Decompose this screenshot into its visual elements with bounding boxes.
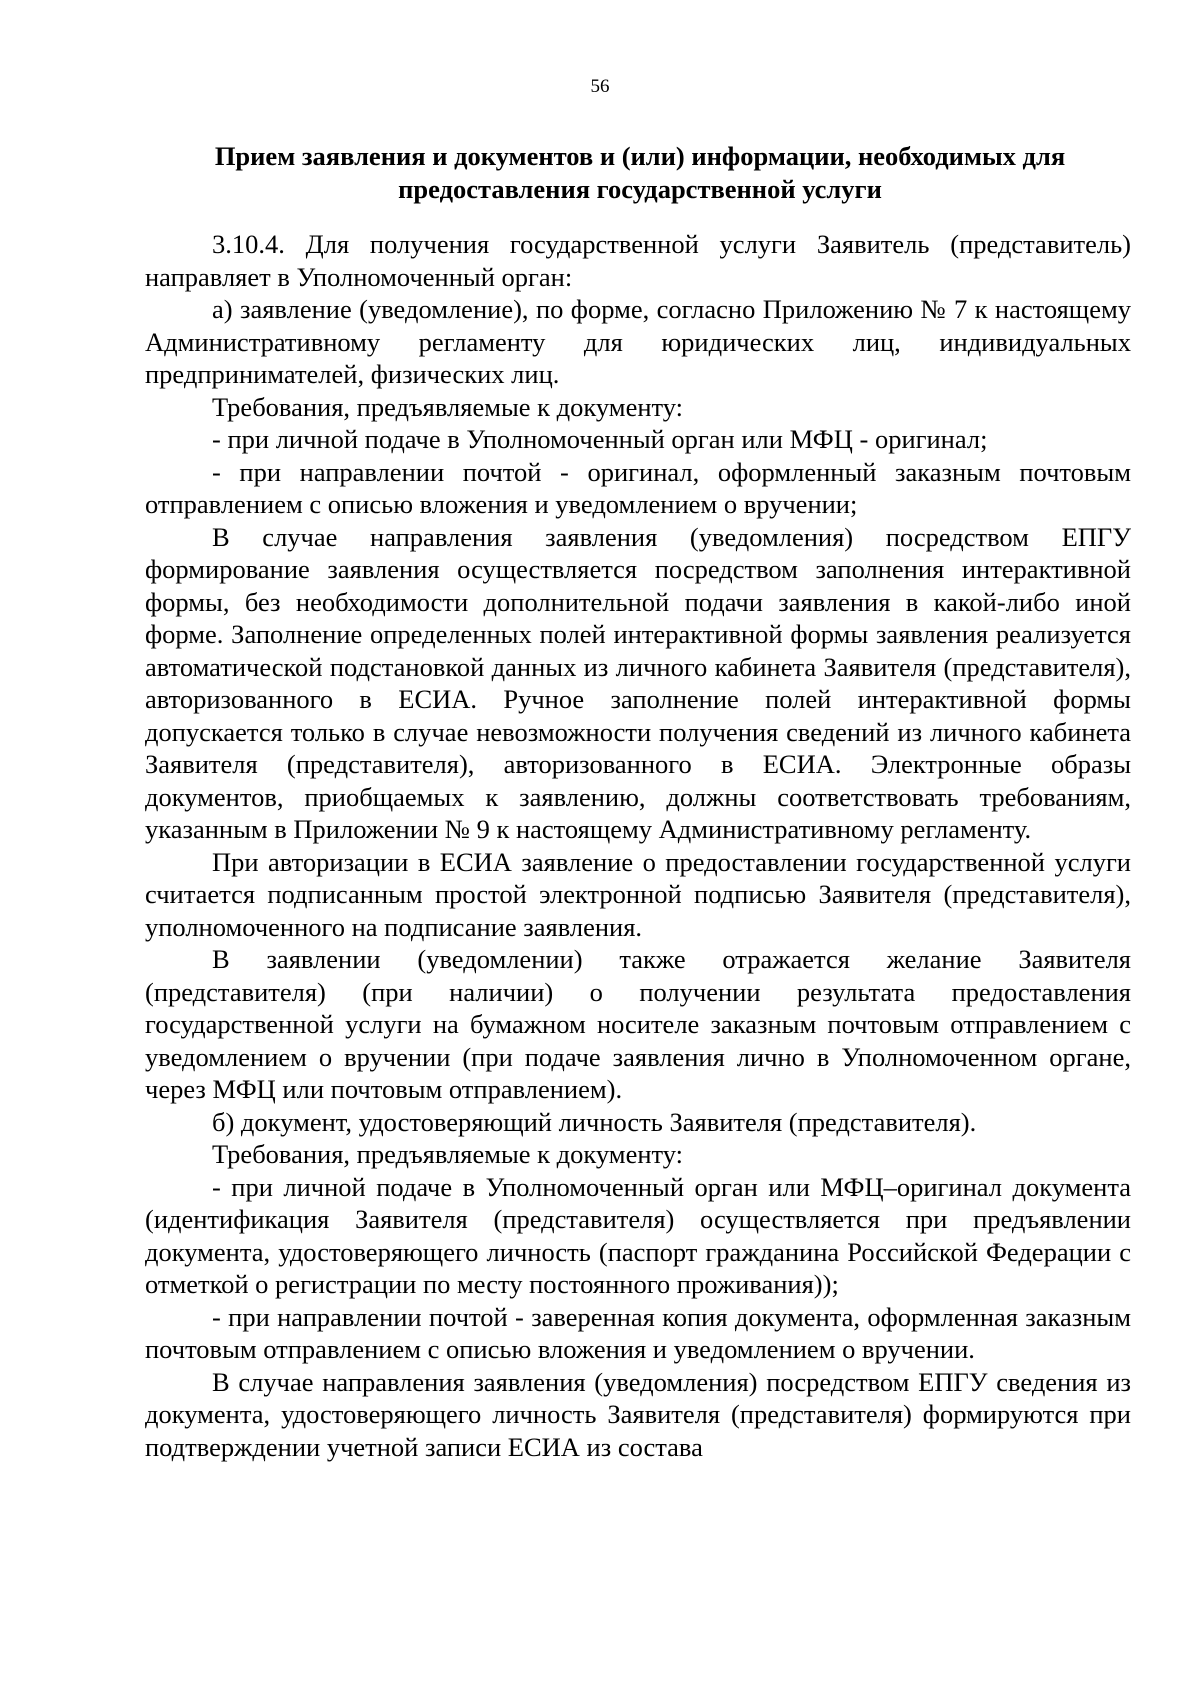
paragraph-postal-submission-1: - при направлении почтой - оригинал, оформленный заказным почтовым отправлением с описью вложения и уведомлением о вручении; [145, 456, 1131, 519]
paragraph-requirements-1: Требования, предъявляемые к документу: [212, 391, 684, 422]
paragraph-personal-submission-1: - при личной подаче в Уполномоченный орган или МФЦ - оригинал; [212, 424, 988, 454]
document-body [145, 228, 1131, 1463]
paragraph-epgu-identity: В случае направления заявления (уведомления) посредством ЕПГУ сведения из документа, удостоверяющего личность Заявителя (представителя) формируются при подтверждении учетной записи ЕСИА из состава [145, 1366, 1131, 1462]
paragraph-paper-result: В заявлении (уведомлении) также отражается желание Заявителя (представителя) (при наличии) о получении результата предоставления государственной услуги на бумажном носителе заказным почтовым отправлением с уведомлением о вручении (при подаче заявления лично в Уполномоченном органе, через МФЦ или почтовым отправлением). [145, 944, 1131, 1104]
paragraph-3-10-4: 3.10.4. Для получения государственной услуги Заявитель (представитель) направляет в Уполномоченный орган: [145, 229, 1131, 292]
paragraph-item-b: б) документ, удостоверяющий личность Заявителя (представителя). [212, 1106, 977, 1137]
paragraph-requirements-2: Требования, предъявляемые к документу: [212, 1139, 684, 1169]
section-heading: Прием заявления и документов и (или) информации, необходимых для предоставления государственной услуги [214, 141, 1066, 204]
paragraph-item-a: а) заявление (уведомление), по форме, согласно Приложению № 7 к настоящему Административному регламенту для юридических лиц, индивидуальных предпринимателей, физических лиц. [145, 294, 1131, 389]
paragraph-personal-submission-2: - при личной подаче в Уполномоченный орган или МФЦ–оригинал документа (идентификация Заявителя (представителя) осуществляется при предъявлении документа, удостоверяющего личность (паспорт гражданина Российской Федерации с отметкой о регистрации по месту постоянного проживания)); [145, 1171, 1131, 1299]
paragraph-epgu-form: В случае направления заявления (уведомления) посредством ЕПГУ формирование заявления осуществляется посредством заполнения интерактивной формы, без необходимости дополнительной подачи заявления в какой-либо иной форме. Заполнение определенных полей интерактивной формы заявления реализуется автоматической подстановкой данных из личного кабинета Заявителя (представителя), авторизованного в ЕСИА. Ручное заполнение полей интерактивной формы допускается только в случае невозможности получения сведений из личного кабинета Заявителя (представителя), авторизованного в ЕСИА. Электронные образы документов, приобщаемых к заявлению, должны соответствовать требованиям, указанным в Приложении № 9 к настоящему Административному регламенту. [145, 521, 1131, 844]
paragraph-postal-submission-2: - при направлении почтой - заверенная копия документа, оформленная заказным почтовым отправлением с описью вложения и уведомлением о вручении. [145, 1301, 1131, 1364]
paragraph-esia-authorization: При авторизации в ЕСИА заявление о предоставлении государственной услуги считается подписанным простой электронной подписью Заявителя (представителя), уполномоченного на подписание заявления. [145, 846, 1131, 942]
page-number: 56 [590, 76, 610, 97]
